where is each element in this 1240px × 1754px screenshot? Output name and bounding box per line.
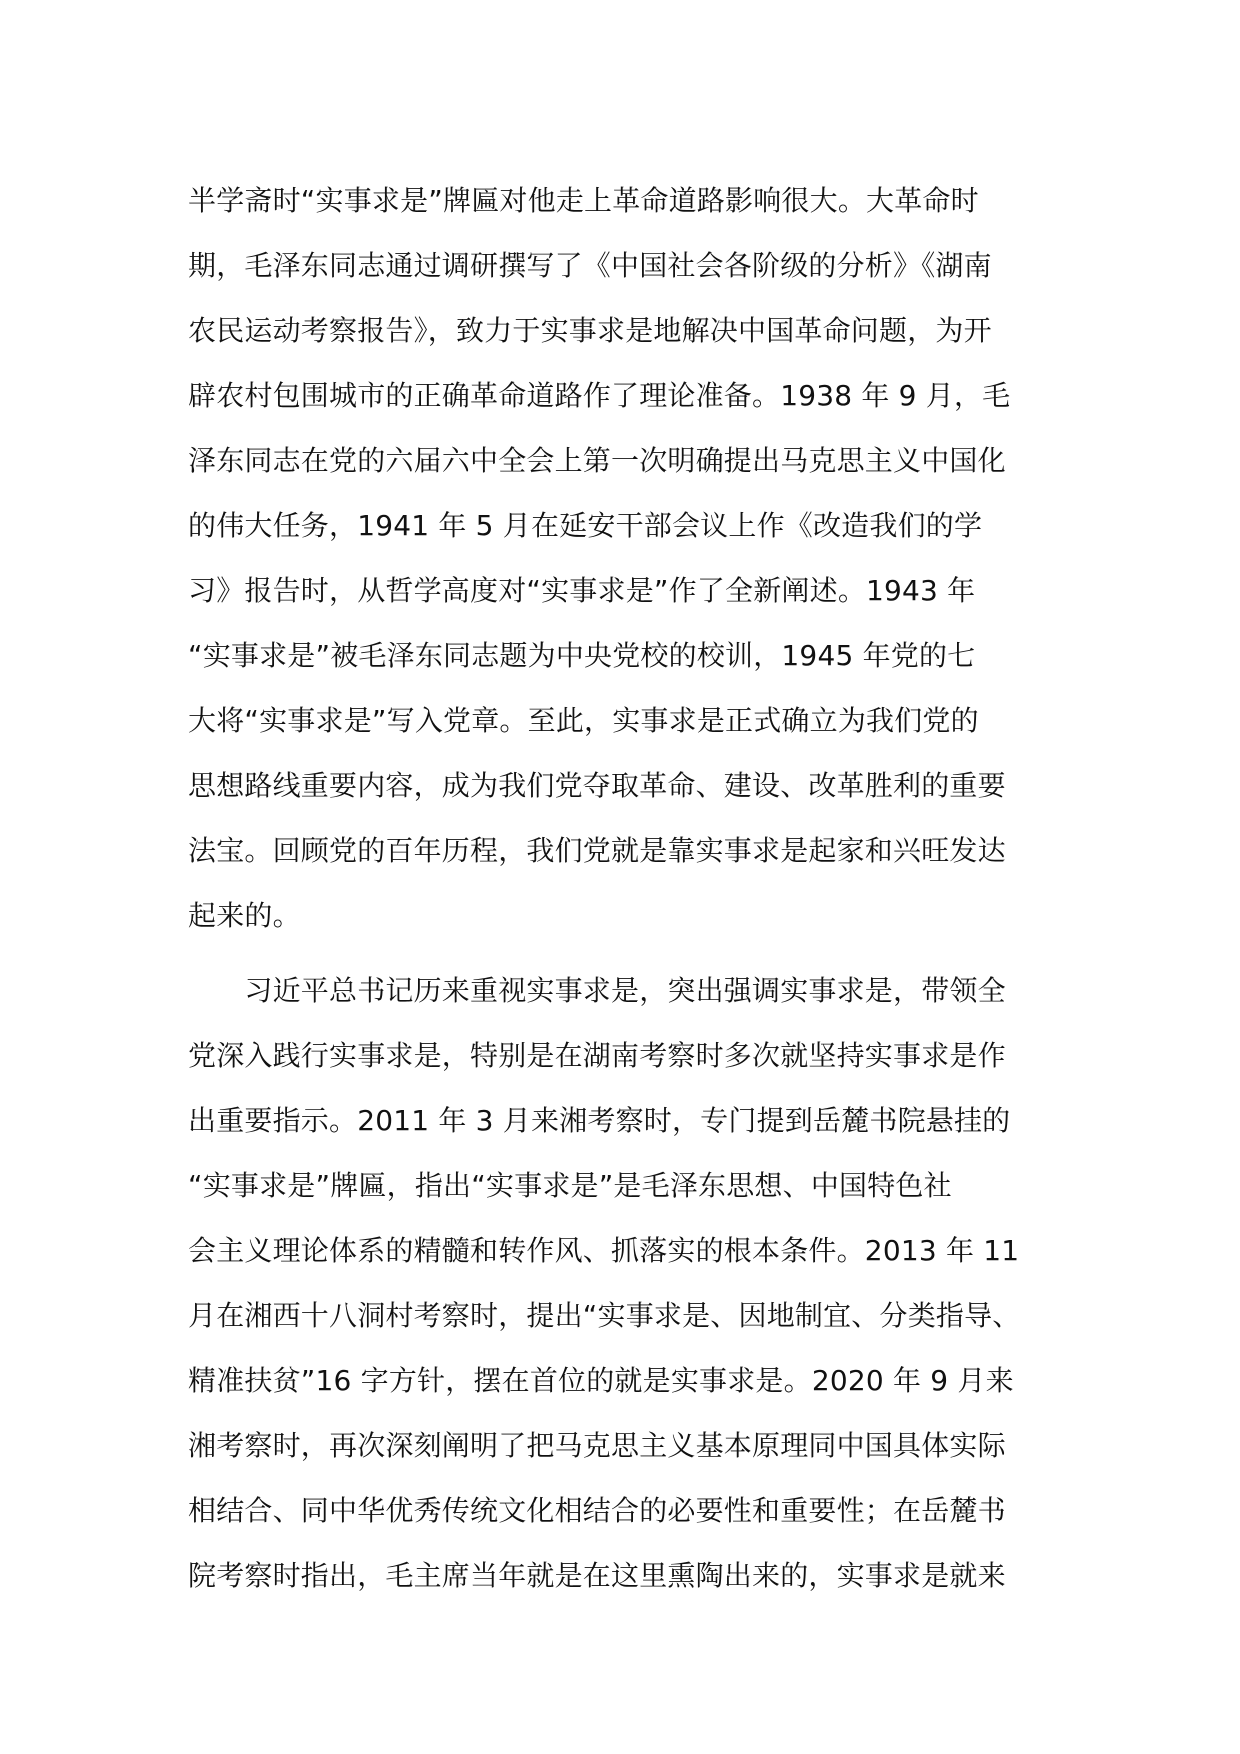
text-line: 的伟大任务，1941 年 5 月在延安干部会议上作《改造我们的学 bbox=[188, 509, 983, 542]
text-line: 大将“实事求是”写入党章。至此，实事求是正式确立为我们党的 bbox=[188, 704, 979, 737]
text-line: 习》报告时，从哲学高度对“实事求是”作了全新阐述。1943 年 bbox=[188, 574, 976, 607]
paragraph-2 bbox=[188, 958, 1068, 1608]
text-line: 农民运动考察报告》，致力于实事求是地解决中国革命问题，为开 bbox=[188, 314, 992, 347]
text-line: 起来的。 bbox=[188, 899, 301, 932]
text-line: 出重要指示。2011 年 3 月来湘考察时，专门提到岳麓书院悬挂的 bbox=[188, 1104, 1011, 1137]
text-line: “实事求是”牌匾，指出“实事求是”是毛泽东思想、中国特色社 bbox=[188, 1169, 952, 1202]
text-line: “实事求是”被毛泽东同志题为中央党校的校训，1945 年党的七 bbox=[188, 639, 976, 672]
text-line: 习近平总书记历来重视实事求是，突出强调实事求是，带领全 bbox=[188, 974, 1006, 1007]
text-line: 思想路线重要内容，成为我们党夺取革命、建设、改革胜利的重要 bbox=[188, 769, 1006, 802]
text-line: 法宝。回顾党的百年历程，我们党就是靠实事求是起家和兴旺发达 bbox=[188, 834, 1006, 867]
paragraph-1 bbox=[188, 168, 1068, 948]
text-line: 精准扶贫”16 字方针，摆在首位的就是实事求是。2020 年 9 月来 bbox=[188, 1364, 1014, 1397]
text-line: 月在湘西十八洞村考察时，提出“实事求是、因地制宜、分类指导、 bbox=[188, 1299, 1021, 1332]
text-line: 会主义理论体系的精髓和转作风、抓落实的根本条件。2013 年 11 bbox=[188, 1234, 1020, 1267]
text-line: 辟农村包围城市的正确革命道路作了理论准备。1938 年 9 月，毛 bbox=[188, 379, 1011, 412]
text-line: 半学斋时“实事求是”牌匾对他走上革命道路影响很大。大革命时 bbox=[188, 184, 979, 217]
text-line: 湘考察时，再次深刻阐明了把马克思主义基本原理同中国具体实际 bbox=[188, 1429, 1006, 1462]
paragraph-spacer bbox=[188, 948, 1068, 958]
text-line: 期，毛泽东同志通过调研撰写了《中国社会各阶级的分析》《湖南 bbox=[188, 249, 992, 282]
body-text bbox=[188, 168, 1068, 1608]
text-line: 院考察时指出，毛主席当年就是在这里熏陶出来的，实事求是就来 bbox=[188, 1559, 1006, 1592]
text-line: 相结合、同中华优秀传统文化相结合的必要性和重要性；在岳麓书 bbox=[188, 1494, 1006, 1527]
text-line: 泽东同志在党的六届六中全会上第一次明确提出马克思主义中国化 bbox=[188, 444, 1006, 477]
text-line: 党深入践行实事求是，特别是在湖南考察时多次就坚持实事求是作 bbox=[188, 1039, 1006, 1072]
